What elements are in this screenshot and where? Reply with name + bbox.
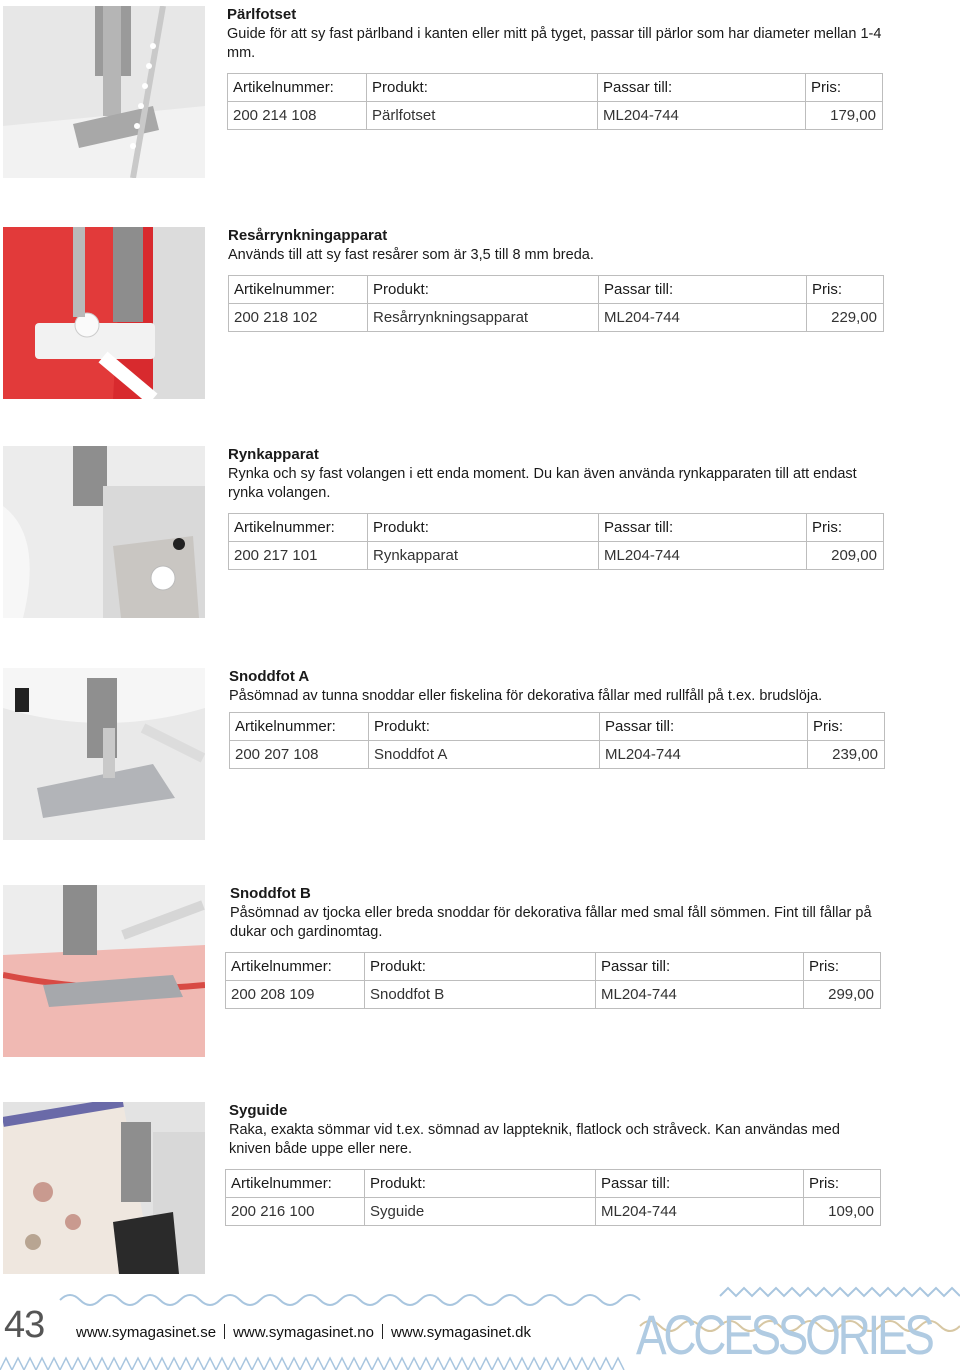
header-product: Produkt: — [367, 74, 598, 102]
header-product: Produkt: — [368, 514, 599, 542]
cell-fits: ML204-744 — [598, 102, 806, 130]
header-article: Artikelnummer: — [229, 514, 368, 542]
cell-fits: ML204-744 — [600, 741, 808, 769]
product-description: Påsömnad av tunna snoddar eller fiskelina för dekorativa fållar med rullfåll på t.ex. brudslöja. — [229, 688, 823, 704]
product-title: Pärlfotset — [227, 6, 297, 23]
cell-price: 239,00 — [808, 741, 885, 769]
product-description: Påsömnad av tjocka eller breda snoddar för dekorativa fållar med smal fåll sömmen. Fint till fållar på dukar och gardinomtag. — [230, 905, 872, 940]
elastic-gatherer-photo — [3, 227, 205, 399]
cell-price: 179,00 — [806, 102, 883, 130]
product-title: Syguide — [229, 1102, 288, 1119]
spec-table — [227, 73, 883, 130]
spec-table — [228, 275, 884, 332]
link-se[interactable]: www.symagasinet.se — [76, 1324, 217, 1341]
section-title: ACCESSORIES — [636, 1303, 932, 1366]
product-title: Snoddfot A — [229, 668, 310, 685]
header-price: Pris: — [808, 713, 885, 741]
spec-table — [225, 1169, 881, 1226]
table-header-row — [229, 276, 884, 304]
header-article: Artikelnummer: — [229, 276, 368, 304]
seam-guide-photo — [3, 1102, 205, 1274]
separator — [382, 1324, 383, 1339]
cell-product: Pärlfotset — [367, 102, 598, 130]
page-footer — [0, 1286, 960, 1370]
table-header-row — [226, 953, 881, 981]
product-title: Snoddfot B — [230, 885, 311, 902]
cell-product: Syguide — [365, 1198, 596, 1226]
header-article: Artikelnummer: — [226, 1170, 365, 1198]
cell-fits: ML204-744 — [596, 1198, 804, 1226]
product-title: Rynkapparat — [228, 446, 319, 463]
cording-foot-b-photo — [3, 885, 205, 1057]
header-price: Pris: — [806, 74, 883, 102]
header-product: Produkt: — [365, 1170, 596, 1198]
cell-product: Snoddfot B — [365, 981, 596, 1009]
header-price: Pris: — [807, 276, 884, 304]
cell-product: Resårrynkningsapparat — [368, 304, 599, 332]
spec-table — [229, 712, 885, 769]
header-article: Artikelnummer: — [228, 74, 367, 102]
link-no[interactable]: www.symagasinet.no — [233, 1324, 374, 1341]
pearl-foot-photo — [3, 6, 205, 178]
header-article: Artikelnummer: — [226, 953, 365, 981]
cell-fits: ML204-744 — [599, 304, 807, 332]
header-price: Pris: — [804, 953, 881, 981]
page-number: 43 — [4, 1304, 45, 1346]
cell-product: Rynkapparat — [368, 542, 599, 570]
header-fits: Passar till: — [596, 953, 804, 981]
footer-links — [76, 1324, 531, 1341]
table-row — [229, 304, 884, 332]
header-product: Produkt: — [369, 713, 600, 741]
header-fits: Passar till: — [596, 1170, 804, 1198]
table-header-row — [226, 1170, 881, 1198]
cell-price: 109,00 — [804, 1198, 881, 1226]
cell-price: 209,00 — [807, 542, 884, 570]
header-price: Pris: — [807, 514, 884, 542]
table-row — [226, 981, 881, 1009]
table-row — [228, 102, 883, 130]
header-product: Produkt: — [365, 953, 596, 981]
table-header-row — [228, 74, 883, 102]
cell-price: 299,00 — [804, 981, 881, 1009]
gathering-attachment-photo — [3, 446, 205, 618]
cell-article: 200 208 109 — [226, 981, 365, 1009]
table-header-row — [230, 713, 885, 741]
spec-table — [225, 952, 881, 1009]
link-dk[interactable]: www.symagasinet.dk — [390, 1324, 532, 1341]
product-description: Raka, exakta sömmar vid t.ex. sömnad av lappteknik, flatlock och stråveck. Kan användas med kniven både uppe eller nere. — [229, 1122, 840, 1157]
table-row — [229, 542, 884, 570]
header-fits: Passar till: — [598, 74, 806, 102]
header-product: Produkt: — [368, 276, 599, 304]
product-description: Rynka och sy fast volangen i ett enda moment. Du kan även använda rynkapparaten till att endast rynka volangen. — [228, 466, 857, 501]
header-price: Pris: — [804, 1170, 881, 1198]
cell-article: 200 217 101 — [229, 542, 368, 570]
separator — [224, 1324, 225, 1339]
table-header-row — [229, 514, 884, 542]
spec-table — [228, 513, 884, 570]
header-article: Artikelnummer: — [230, 713, 369, 741]
cell-article: 200 216 100 — [226, 1198, 365, 1226]
header-fits: Passar till: — [600, 713, 808, 741]
cell-product: Snoddfot A — [369, 741, 600, 769]
product-title: Resårrynkningapparat — [228, 227, 388, 244]
cell-article: 200 214 108 — [228, 102, 367, 130]
cell-article: 200 218 102 — [229, 304, 368, 332]
product-description: Guide för att sy fast pärlband i kanten eller mitt på tyget, passar till pärlor som har diameter mellan 1-4 mm. — [227, 26, 882, 61]
cell-fits: ML204-744 — [599, 542, 807, 570]
cording-foot-a-photo — [3, 668, 205, 840]
product-description: Används till att sy fast resårer som är 3,5 till 8 mm breda. — [228, 247, 594, 263]
table-row — [226, 1198, 881, 1226]
cell-article: 200 207 108 — [230, 741, 369, 769]
header-fits: Passar till: — [599, 514, 807, 542]
cell-fits: ML204-744 — [596, 981, 804, 1009]
table-row — [230, 741, 885, 769]
cell-price: 229,00 — [807, 304, 884, 332]
header-fits: Passar till: — [599, 276, 807, 304]
